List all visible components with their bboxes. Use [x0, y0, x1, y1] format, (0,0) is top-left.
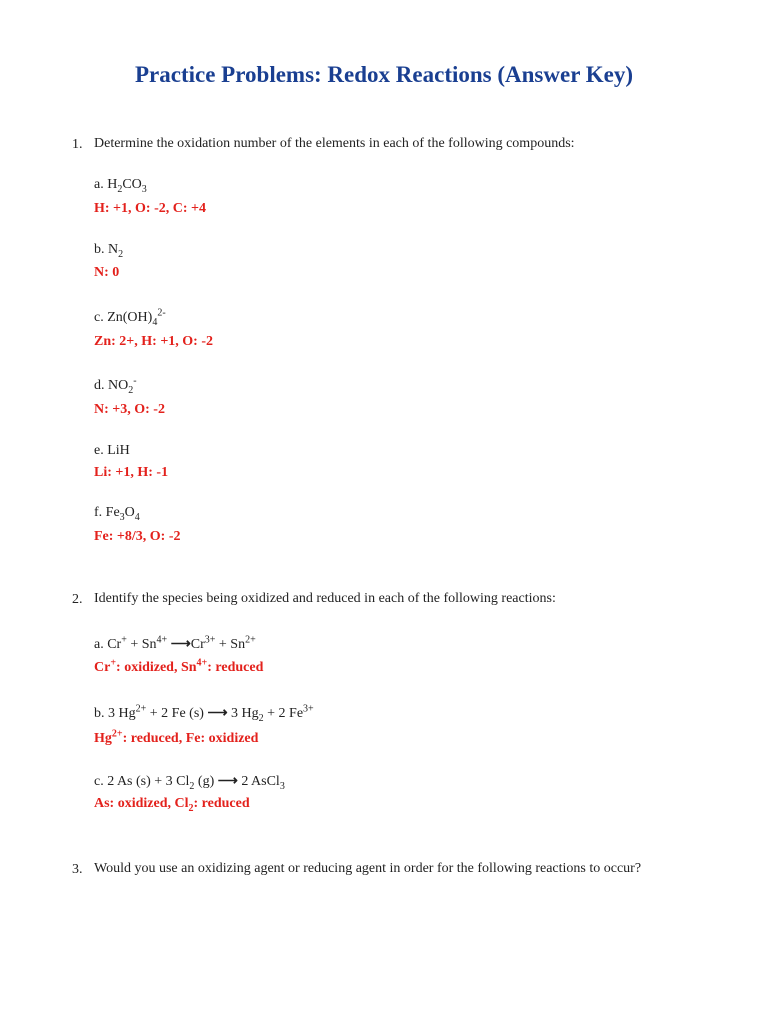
q2-answer-b: $Hg^{2+}$: reduced, Fe: oxidized [94, 728, 259, 746]
q1-item-b: b. $N_2$ [94, 242, 124, 260]
reaction-arrow-icon: ⟶ [170, 637, 191, 652]
question-1-number: 1. [72, 137, 83, 152]
question-2-number: 2. [72, 592, 83, 607]
q2-item-c: c. 2 As (s) + 3 $Cl_2$ (g) ⟶ 2 AsCl$_3$ [94, 774, 285, 792]
q1-item-c: c. $Zn(OH)_4^{2-}$ [94, 307, 166, 328]
q1-item-a: a. $H_2CO_3$ [94, 177, 147, 195]
q1-answer-c: Zn: 2+, H: +1, O: -2 [94, 334, 214, 349]
q1-item-e: e. LiH [94, 443, 130, 458]
question-3-number: 3. [72, 862, 83, 877]
q1-answer-d: N: +3, O: -2 [94, 402, 165, 417]
question-3-text: Would you use an oxidizing agent or reducing agent in order for the following reactions to occur? [94, 861, 642, 876]
q1-item-d: d. $NO_2^-$ [94, 375, 137, 396]
reaction-arrow-icon: ⟶ [207, 706, 228, 721]
q2-item-b: b. 3 $Hg^{2+} + 2$ Fe (s) ⟶ 3 $Hg_2 + 2$ $Fe^{3+}$ [94, 703, 314, 724]
question-2-text: Identify the species being oxidized and reduced in each of the following reactions: [94, 591, 556, 606]
q1-item-f: f. $Fe_3O_4$ [94, 505, 140, 523]
page-title: Practice Problems: Redox Reactions (Answer Key) [135, 62, 633, 87]
q1-answer-e: Li: +1, H: -1 [94, 465, 169, 480]
q2-answer-c: As: oxidized, $Cl_2$: reduced [94, 796, 250, 814]
q1-answer-b: N: 0 [94, 265, 120, 280]
reaction-arrow-icon: ⟶ [217, 774, 238, 789]
question-1-text: Determine the oxidation number of the elements in each of the following compounds: [94, 136, 575, 151]
q2-item-a: a. $Cr^+ + Sn^{4+}$ $⟶Cr^{3+} + Sn^{2+}$ [94, 634, 256, 652]
q1-answer-f: Fe: +8/3, O: -2 [94, 529, 181, 544]
q1-answer-a: H: +1, O: -2, C: +4 [94, 201, 206, 216]
q2-answer-a: Cr+: oxidized, $Sn^{4+}$: reduced [94, 657, 264, 675]
